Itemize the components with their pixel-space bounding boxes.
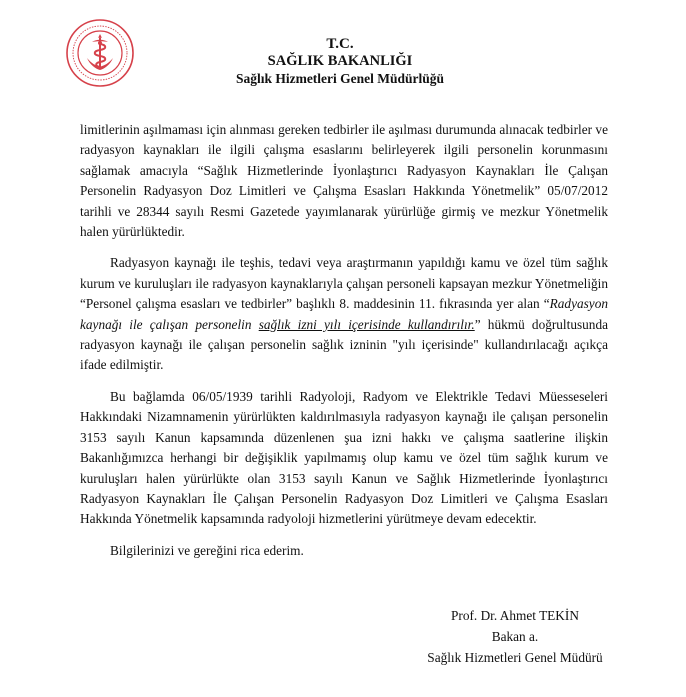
regulation-quote-underlined: sağlık izni yılı içerisinde kullandırılır. xyxy=(258,316,475,332)
ministry-of-health-seal-icon xyxy=(65,18,135,88)
letterhead-ministry: SAĞLIK BAKANLIĞI xyxy=(267,53,413,69)
signature-block xyxy=(400,605,630,668)
paragraph-3: Bu bağlamda 06/05/1939 tarihli Radyoloji, Radyom ve Elektrikle Tedavi Müesseseleri Hakkındaki Nizamnamenin yürürlükten kaldırılmasıyla radyasyon kaynağı ile çalışan personelin 3153 sayılı Kanun kapsamında düzenlenen şua izni hakkı ve çalışma saatlerine ilişkin Bakanlığımızca herhangi bir değişiklik yapılmamış olup kamu ve özel tüm sağlık kurum ve kuruluşları halen yürürlükte olan 3153 sayılı Kanun ve Sağlık Hizmetlerinde İyonlaştırıcı Radyasyon Kaynakları İle Çalışan Personelin Radyasyon Doz Limitleri ve Çalışma Esasları Hakkında Yönetmelik kapsamında radyoloji hizmetlerini yürütmeye devam edecektir. xyxy=(80,388,608,527)
letterhead-tc: T.C. xyxy=(326,36,354,52)
signatory-name: Prof. Dr. Ahmet TEKİN xyxy=(451,608,579,623)
paragraph-2 xyxy=(80,253,608,375)
signatory-title: Sağlık Hizmetleri Genel Müdürü xyxy=(427,650,603,665)
letterhead xyxy=(190,36,490,88)
paragraph-1: limitlerinin aşılmaması için alınması gereken tedbirler ile aşılması durumunda alınacak tedbirler ve radyasyon kaynakları ile ilgili çalışma esaslarını belirleyerek ilgili personelin korunmasını sağlamak amacıyla “Sağlık Hizmetlerinde İyonlaştırıcı Radyasyon Kaynakları İle Çalışan Personelin Radyasyon Doz Limitleri ve Çalışma Esasları Hakkında Yönetmelik” 05/07/2012 tarihli ve 28344 sayılı Resmi Gazetede yayımlanarak yürürlüğe girmiş ve mezkur Yönetmelik halen yürürlüktedir. xyxy=(80,122,608,240)
letter-body xyxy=(80,120,608,572)
paragraph-2-intro: Radyasyon kaynağı ile teşhis, tedavi veya araştırmanın yapıldığı kamu ve özel tüm sağlık kurum ve kuruluşları ile radyasyon kaynaklarıyla çalışan personeli kapsayan mezkur Yönetmeliğin “Personel çalışma esasları ve tedbirler” başlıklı 8. maddesinin 11. fıkrasında yer alan “ xyxy=(80,255,608,312)
paragraph-2-outro: ” hükmü doğrultusunda radyasyon kaynağı ile çalışan personelin sağlık izninin "yılı içerisinde" kullandırılacağı açıkça ifade edilmiştir. xyxy=(80,316,608,373)
signatory-role: Bakan a. xyxy=(491,629,539,644)
regulation-quote-text: Radyasyon kaynağı ile çalışan personelin xyxy=(80,296,608,332)
closing-line: Bilgilerinizi ve gereğini rica ederim. xyxy=(110,542,304,558)
letterhead-directorate: Sağlık Hizmetleri Genel Müdürlüğü xyxy=(235,71,445,86)
